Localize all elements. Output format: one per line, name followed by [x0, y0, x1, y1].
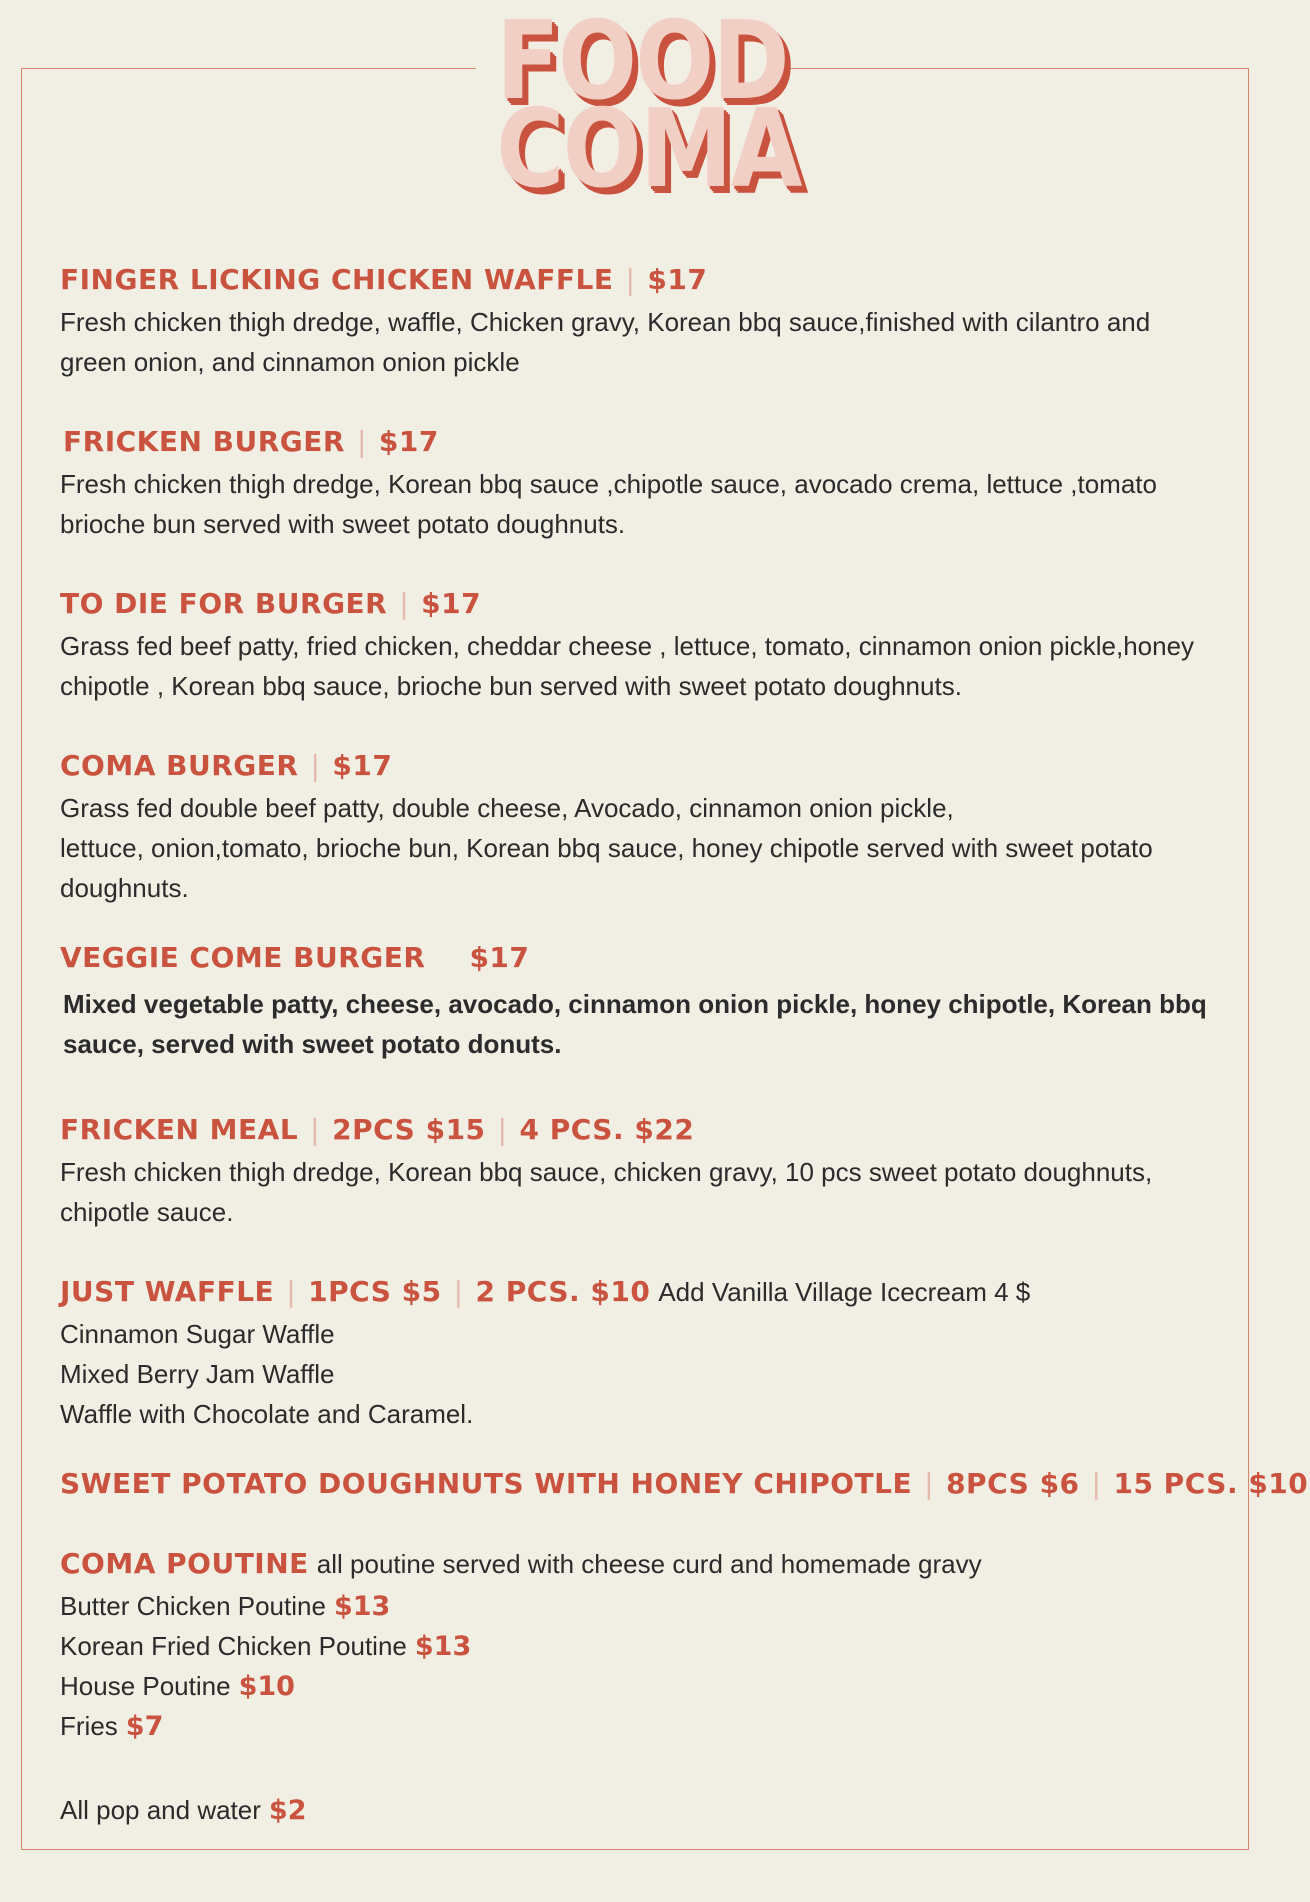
drinks-label: All pop and water — [60, 1795, 261, 1825]
item-price: $17 — [421, 587, 482, 620]
item-title — [60, 262, 707, 298]
separator: | — [399, 587, 410, 620]
item-name: COMA BURGER — [60, 749, 299, 782]
waffle-addon: Add Vanilla Village Icecream 4 $ — [658, 1277, 1031, 1307]
waffle-option: Mixed Berry Jam Waffle — [60, 1359, 335, 1389]
item-title — [60, 586, 481, 622]
separator: | — [625, 263, 636, 296]
item-price-1: 2PCS $15 — [332, 1113, 486, 1146]
poutine-label: House Poutine — [60, 1671, 231, 1701]
poutine-option — [60, 1706, 163, 1747]
drinks-line — [60, 1790, 306, 1831]
poutine-label: Butter Chicken Poutine — [60, 1591, 326, 1621]
poutine-price: $10 — [238, 1671, 295, 1702]
poutine-option — [60, 1666, 295, 1707]
item-description: Grass fed double beef patty, double cheese, Avocado, cinnamon onion pickle, — [60, 793, 954, 823]
item-name: SWEET POTATO DOUGHNUTS WITH HONEY CHIPOTLE — [60, 1467, 913, 1500]
item-name: FRICKEN BURGER — [63, 425, 345, 458]
item-description: Mixed vegetable patty, cheese, avocado, cinnamon onion pickle, honey chipotle, Korean bbq sauce, served with sweet potato donuts. — [63, 989, 1207, 1059]
item-name: FINGER LICKING CHICKEN WAFFLE — [60, 263, 614, 296]
separator: | — [497, 1113, 508, 1146]
item-price-1: 8PCS $6 — [946, 1467, 1080, 1500]
waffle-option: Cinnamon Sugar Waffle — [60, 1319, 335, 1349]
item-title — [60, 748, 392, 784]
item-price-2: 2 PCS. $10 — [475, 1275, 651, 1308]
separator: | — [1091, 1467, 1102, 1500]
poutine-price: $13 — [414, 1631, 472, 1662]
item-price-1: 1PCS $5 — [308, 1275, 442, 1308]
waffle-option: Waffle with Chocolate and Caramel. — [60, 1399, 474, 1429]
logo-line-1: FOOD — [496, 0, 788, 124]
separator: | — [356, 425, 367, 458]
item-name: COMA POUTINE — [60, 1547, 309, 1580]
poutine-option — [60, 1626, 471, 1667]
item-name: VEGGIE COME BURGER — [60, 941, 426, 974]
poutine-label: Fries — [60, 1711, 118, 1741]
item-name: JUST WAFFLE — [60, 1275, 275, 1308]
separator: | — [924, 1467, 935, 1500]
item-price-2: 15 PCS. $10 — [1113, 1467, 1309, 1500]
poutine-label: Korean Fried Chicken Poutine — [60, 1631, 407, 1661]
item-description: Fresh chicken thigh dredge, waffle, Chicken gravy, Korean bbq sauce,finished with cilantro and green onion, and cinnamon onion pickle — [60, 307, 1151, 377]
poutine-note: all poutine served with cheese curd and homemade gravy — [316, 1549, 982, 1579]
item-description: Fresh chicken thigh dredge, Korean bbq sauce, chicken gravy, 10 pcs sweet potato doughnuts, chipotle sauce. — [60, 1157, 1153, 1227]
separator: | — [310, 1113, 321, 1146]
item-price: $17 — [647, 263, 708, 296]
item-title — [60, 940, 529, 976]
item-description: Fresh chicken thigh dredge, Korean bbq sauce ,chipotle sauce, avocado crema, lettuce ,tomato brioche bun served with sweet potato doughnuts. — [60, 469, 1157, 539]
item-price: $17 — [469, 941, 530, 974]
item-price-2: 4 PCS. $22 — [519, 1113, 695, 1146]
item-title — [60, 1274, 1030, 1310]
item-price: $17 — [332, 749, 393, 782]
logo-line-2: COMA — [496, 87, 801, 212]
separator: | — [310, 749, 321, 782]
item-title — [60, 1112, 694, 1148]
item-title — [60, 1466, 1308, 1502]
drinks-price: $2 — [268, 1795, 307, 1826]
separator: | — [286, 1275, 297, 1308]
logo — [476, 0, 801, 212]
item-description: lettuce, onion,tomato, brioche bun, Korean bbq sauce, honey chipotle served with sweet potato doughnuts. — [60, 833, 1153, 903]
poutine-price: $7 — [125, 1711, 164, 1742]
poutine-option — [60, 1586, 390, 1627]
item-name: FRICKEN MEAL — [60, 1113, 299, 1146]
item-title — [63, 424, 439, 460]
item-name: TO DIE FOR BURGER — [60, 587, 388, 620]
item-title — [60, 1546, 982, 1582]
separator: | — [453, 1275, 464, 1308]
item-description: Grass fed beef patty, fried chicken, cheddar cheese , lettuce, tomato, cinnamon onion pickle,honey chipotle , Korean bbq sauce, brioche bun served with sweet potato doughnuts. — [60, 631, 1195, 701]
item-price: $17 — [378, 425, 439, 458]
poutine-price: $13 — [333, 1591, 391, 1622]
